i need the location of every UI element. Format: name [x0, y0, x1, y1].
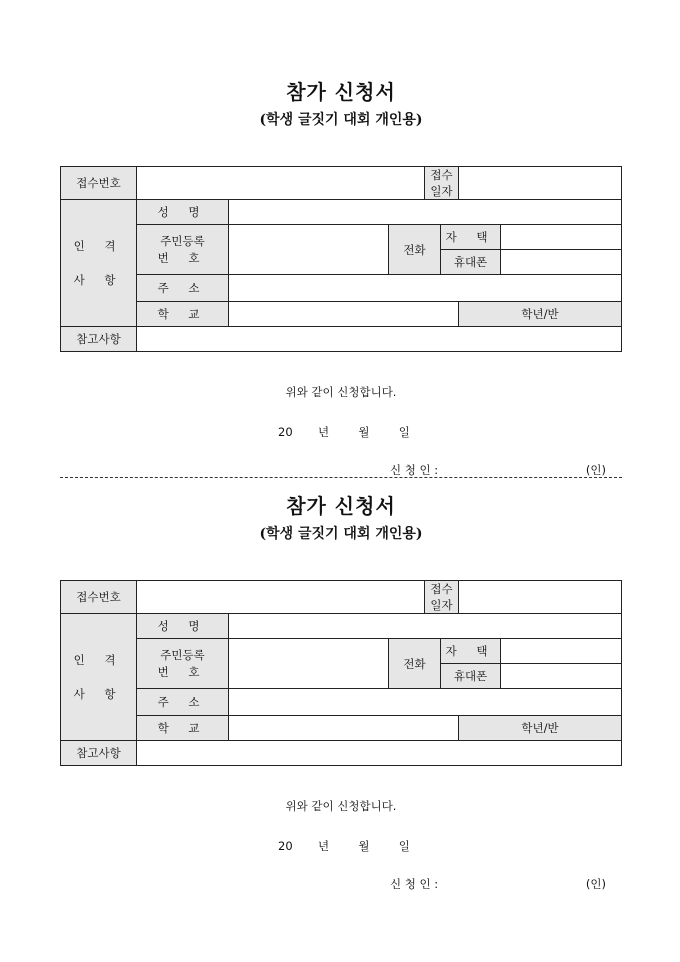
home-phone-label: 자 택: [441, 639, 501, 664]
applicant-label: 신 청 인 :: [390, 463, 439, 477]
receipt-date-field[interactable]: [459, 167, 622, 200]
confirm-text: 위와 같이 신청합니다.: [285, 385, 397, 399]
receipt-number-field[interactable]: [137, 581, 425, 614]
school-field[interactable]: [229, 716, 459, 741]
personal-info-label: 인 격 사 항: [61, 200, 137, 327]
stamp-label: (인): [585, 463, 606, 477]
home-phone-label: 자 택: [441, 225, 501, 250]
rrn-field[interactable]: [229, 225, 389, 275]
application-table: [60, 166, 622, 352]
grade-class-label: 학년/반: [459, 716, 622, 741]
school-label: 학 교: [137, 716, 229, 741]
mobile-phone-field[interactable]: [501, 664, 622, 689]
personal-info-label: 인 격 사 항: [61, 614, 137, 741]
remarks-field[interactable]: [137, 327, 622, 352]
remarks-label: 참고사항: [61, 327, 137, 352]
confirm-text: 위와 같이 신청합니다.: [285, 799, 397, 813]
application-table: [60, 580, 622, 766]
grade-class-label: 학년/반: [459, 302, 622, 327]
name-label: 성 명: [137, 614, 229, 639]
name-field[interactable]: [229, 200, 622, 225]
application-form-bottom: [60, 492, 622, 896]
receipt-date-label: 접수일자: [425, 581, 459, 614]
date-line: 20 년 월 일: [278, 425, 410, 439]
rrn-field[interactable]: [229, 639, 389, 689]
form-subtitle: (학생 글짓기 대회 개인용): [259, 526, 423, 542]
receipt-number-label: 접수번호: [61, 167, 137, 200]
cut-line-divider: [60, 477, 622, 478]
rrn-label: 주민등록 번 호: [137, 225, 229, 275]
remarks-label: 참고사항: [61, 741, 137, 766]
phone-label: 전화: [389, 639, 441, 689]
address-field[interactable]: [229, 275, 622, 302]
rrn-label: 주민등록 번 호: [137, 639, 229, 689]
receipt-date-field[interactable]: [459, 581, 622, 614]
address-field[interactable]: [229, 689, 622, 716]
application-form-top: [60, 78, 622, 482]
date-line: 20 년 월 일: [278, 839, 410, 853]
receipt-date-label: 접수일자: [425, 167, 459, 200]
receipt-number-field[interactable]: [137, 167, 425, 200]
name-field[interactable]: [229, 614, 622, 639]
signature-area: [60, 352, 622, 482]
mobile-phone-field[interactable]: [501, 250, 622, 275]
address-label: 주 소: [137, 689, 229, 716]
form-title: 참가 신청서: [286, 80, 396, 104]
signature-area: [60, 766, 622, 896]
stamp-label: (인): [585, 877, 606, 891]
phone-label: 전화: [389, 225, 441, 275]
name-label: 성 명: [137, 200, 229, 225]
school-field[interactable]: [229, 302, 459, 327]
applicant-label: 신 청 인 :: [390, 877, 439, 891]
mobile-phone-label: 휴대폰: [441, 664, 501, 689]
receipt-number-label: 접수번호: [61, 581, 137, 614]
home-phone-field[interactable]: [501, 225, 622, 250]
school-label: 학 교: [137, 302, 229, 327]
mobile-phone-label: 휴대폰: [441, 250, 501, 275]
form-subtitle: (학생 글짓기 대회 개인용): [259, 112, 423, 128]
form-title: 참가 신청서: [286, 494, 396, 518]
home-phone-field[interactable]: [501, 639, 622, 664]
address-label: 주 소: [137, 275, 229, 302]
remarks-field[interactable]: [137, 741, 622, 766]
